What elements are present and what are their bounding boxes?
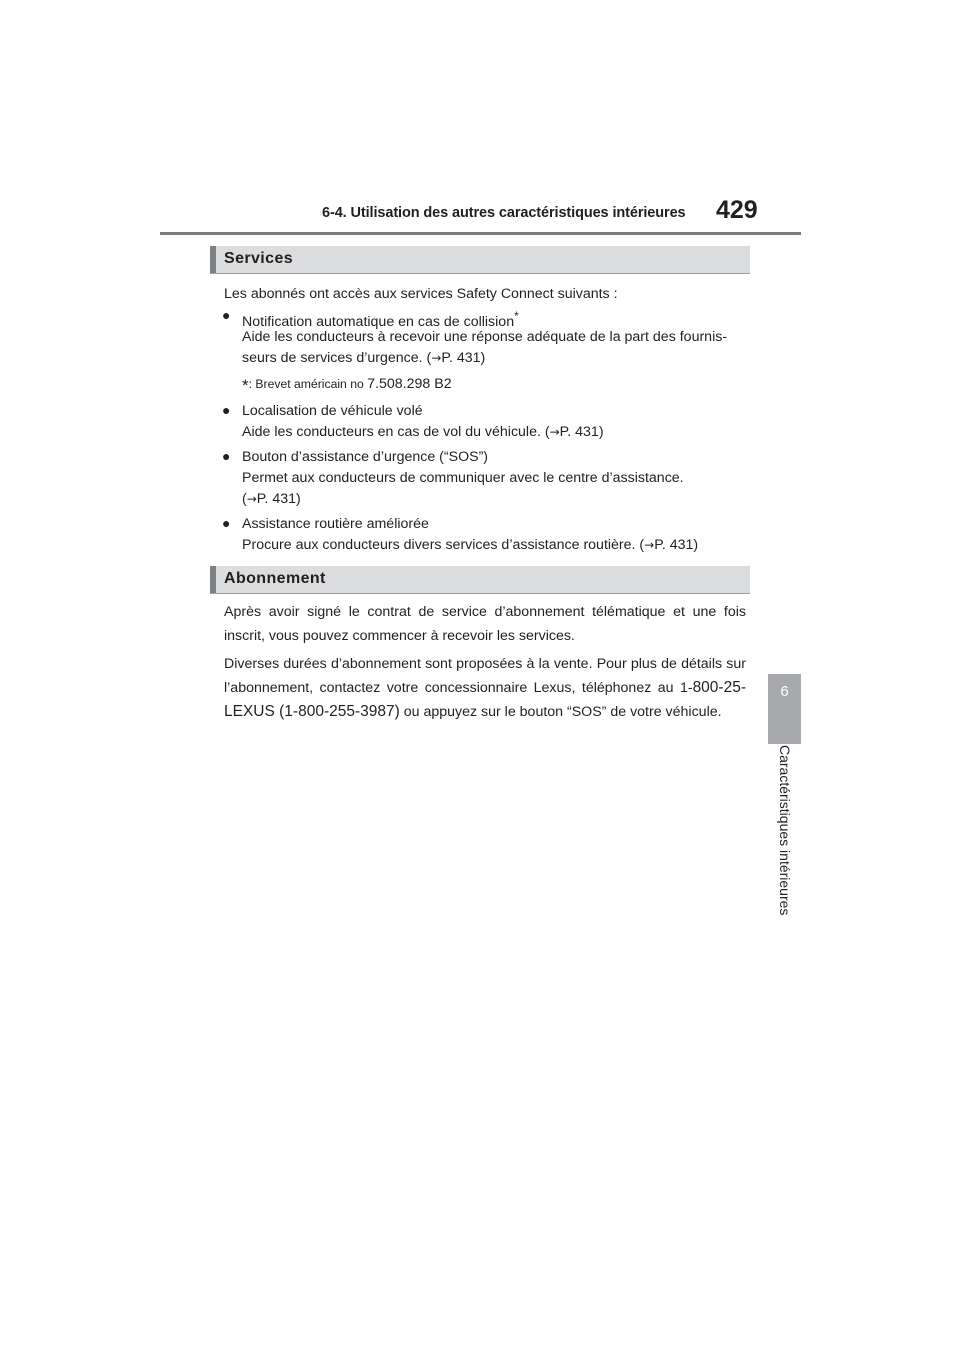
list-item-description: Aide les conducteurs en cas de vol du véhicule. (→P. 431) [242,424,604,440]
heading-accent [210,566,216,593]
heading-underline [210,593,750,594]
footnote-star: * [242,376,249,395]
list-item-description: Aide les conducteurs à recevoir une réponse adéquate de la part des fournis- [242,329,728,345]
heading-underline [210,273,750,274]
footnote-marker: * [514,309,519,323]
services-heading-bar [210,246,750,273]
services-intro: Les abonnés ont accès aux services Safety Connect suivants : [224,286,618,302]
abonnement-paragraph-1: Après avoir signé le contrat de service d’abonnement télématique et une fois inscrit, vous pouvez commencer à recevoir les services. [224,604,746,644]
page-reference[interactable]: P. 431) [559,424,604,440]
list-item-description: seurs de services d’urgence. (→P. 431) [242,350,486,366]
page-reference[interactable]: P. 431) [441,350,486,366]
bullet-icon: ● [222,307,231,323]
heading-accent [210,246,216,273]
list-item-title: Localisation de véhicule volé [242,403,423,419]
header-section-title: 6-4. Utilisation des autres caractéristiques intérieures [322,205,686,221]
page-reference[interactable]: P. 431) [654,537,699,553]
page-number: 429 [716,196,758,224]
abonnement-heading: Abonnement [224,570,326,587]
arrow-right-icon: → [644,538,655,552]
bullet-icon: ● [222,448,231,464]
list-item-title: Notification automatique en cas de collision* [242,309,519,330]
arrow-right-icon: → [431,351,442,365]
abonnement-heading-bar [210,566,750,593]
services-heading: Services [224,250,294,267]
arrow-right-icon: → [549,425,560,439]
list-item-description: Procure aux conducteurs divers services d’assistance routière. (→P. 431) [242,537,699,553]
list-item-title: Assistance routière améliorée [242,516,429,532]
arrow-right-icon: → [246,492,257,506]
list-item-description: Permet aux conducteurs de communiquer avec le centre d’assistance. [242,470,684,486]
bullet-icon: ● [222,402,231,418]
phone-number: 800-25-LEXUS (1-800-255-3987) [224,679,746,720]
bullet-icon: ● [222,515,231,531]
list-item-description: (→P. 431) [242,491,301,507]
header-rule [160,232,801,235]
list-item-title: Bouton d’assistance d’urgence (“SOS”) [242,449,489,465]
footnote: *: Brevet américain no 7.508.298 B2 [242,376,452,395]
chapter-label: Caractéristiques intérieures [777,745,793,916]
chapter-number: 6 [780,683,789,700]
page-reference[interactable]: P. 431) [256,491,301,507]
abonnement-paragraph-2: Diverses durées d’abonnement sont proposées à la vente. Pour plus de détails sur l’abonnement, contactez votre concessionnaire Lexus, téléphonez au 1-800-25-LEXUS (1-800-255-3987) ou appuyez sur le bouton “SOS” de votre véhicule. [224,656,746,720]
